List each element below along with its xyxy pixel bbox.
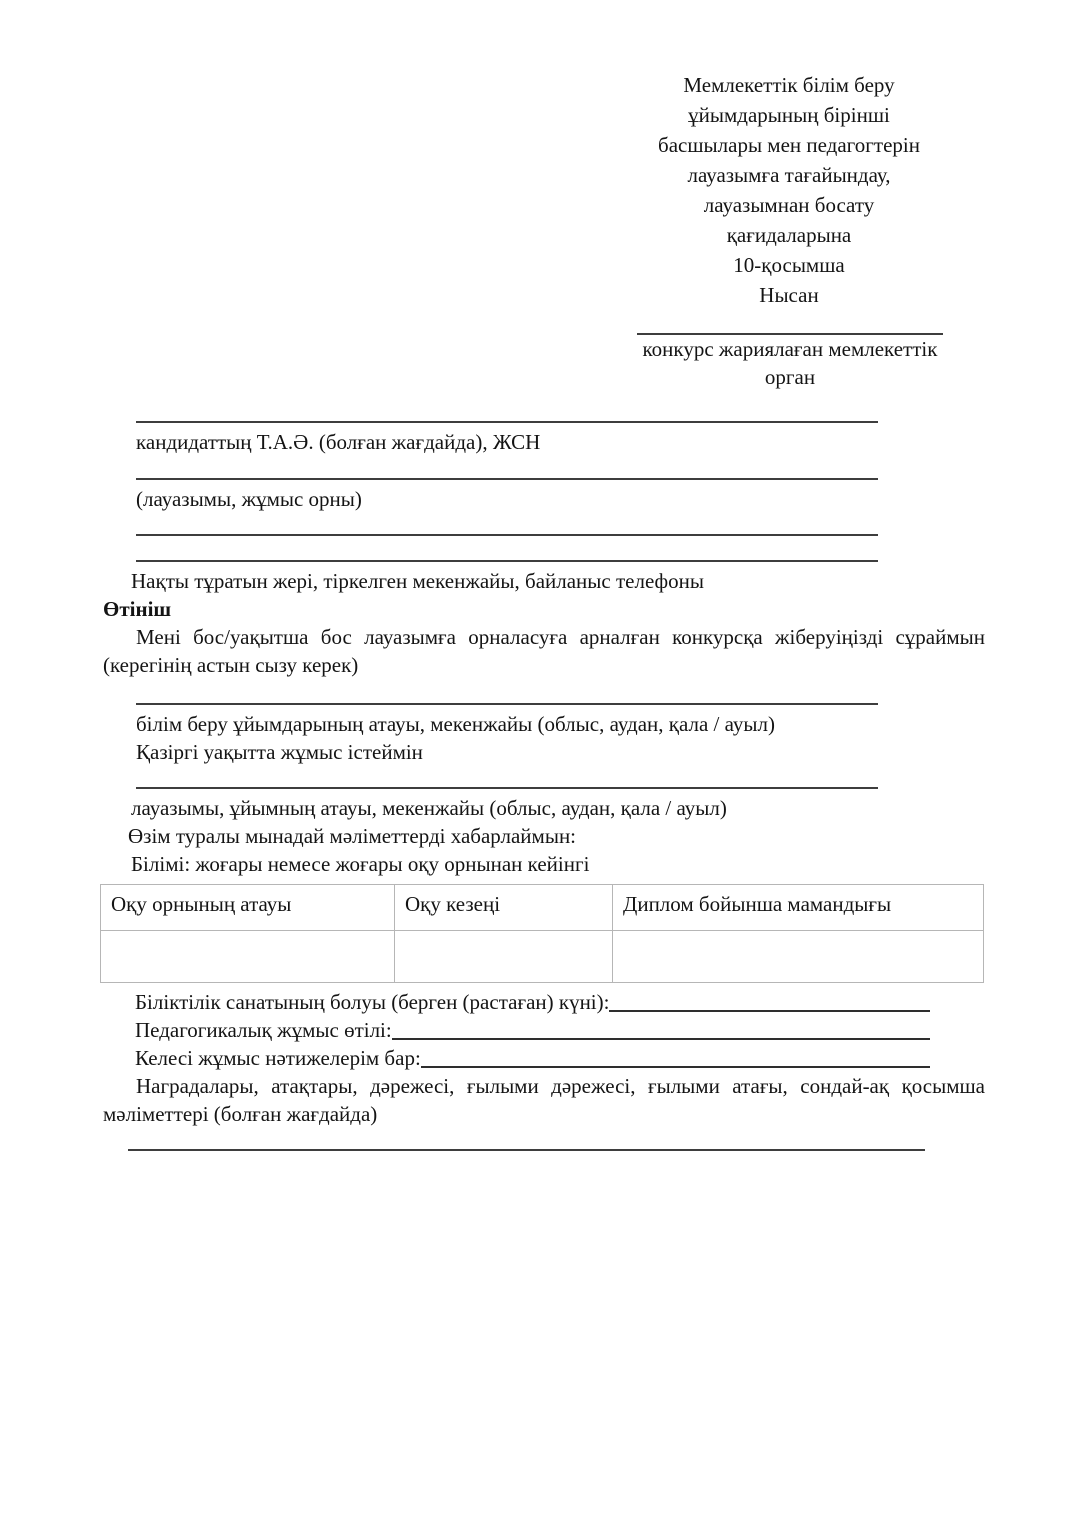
awards-blank-line	[128, 1149, 925, 1151]
appendix-line: ұйымдарының бірінші	[688, 103, 890, 127]
appendix-line: лауазымнан босату	[703, 193, 875, 217]
application-heading: Өтініш	[103, 597, 172, 621]
recipient-block	[637, 333, 943, 391]
table-cell	[101, 931, 395, 983]
recipient-caption-line1: конкурс жариялаған мемлекеттік	[642, 337, 938, 361]
qualification-blank-line	[609, 1010, 930, 1012]
request-text-line2: (керегінің астын сызу керек)	[103, 653, 359, 677]
appendix-line: қағидаларына	[726, 223, 852, 247]
current-work-line: Қазіргі уақытта жұмыс істеймін	[136, 740, 423, 764]
organization-blank-line	[136, 703, 878, 705]
candidate-blank-line	[136, 421, 878, 423]
position-blank-line	[136, 478, 878, 480]
qualification-row	[135, 988, 930, 1016]
education-table-empty-row	[101, 931, 984, 983]
appendix-line: 10-қосымша	[733, 253, 845, 277]
appendix-block	[633, 70, 945, 310]
experience-row	[135, 1016, 930, 1044]
table-header-study-period: Оқу кезеңі	[395, 885, 613, 931]
table-header-school-name: Оқу орнының атауы	[101, 885, 395, 931]
appendix-line: Нысан	[759, 283, 819, 307]
experience-label: Педагогикалық жұмыс өтілі:	[135, 1018, 392, 1042]
results-row	[135, 1044, 930, 1072]
qualification-label: Біліктілік санатының болуы (берген (растаған) күні):	[135, 990, 610, 1014]
education-table-header-row	[101, 885, 984, 931]
education-table	[100, 884, 984, 983]
organization-caption: білім беру ұйымдарының атауы, мекенжайы (облыс, аудан, қала / ауыл)	[136, 712, 775, 736]
residence-blank-line-2	[136, 560, 878, 562]
appendix-line: лауазымға тағайындау,	[687, 163, 891, 187]
work-caption: лауазымы, ұйымның атауы, мекенжайы (облыс, аудан, қала / ауыл)	[131, 796, 727, 820]
residence-caption: Нақты тұратын жері, тіркелген мекенжайы, байланыс телефоны	[131, 569, 704, 593]
candidate-caption: кандидаттың Т.А.Ә. (болған жағдайда), ЖСН	[136, 430, 541, 454]
results-blank-line	[421, 1066, 930, 1068]
appendix-line: басшылары мен педагогтерін	[658, 133, 920, 157]
awards-text-line1: Наградалары, атақтары, дәрежесі, ғылыми дәрежесі, ғылыми атағы, сондай-ақ қосымша	[136, 1074, 985, 1098]
residence-blank-line-1	[136, 534, 878, 536]
position-caption: (лауазымы, жұмыс орны)	[136, 487, 362, 511]
experience-blank-line	[392, 1038, 930, 1040]
recipient-caption-line2: орган	[764, 365, 816, 389]
about-me-line: Өзім туралы мынадай мәліметтерді хабарлаймын:	[128, 824, 577, 848]
awards-text-line2: мәліметтері (болған жағдайда)	[103, 1102, 378, 1126]
work-blank-line	[136, 787, 878, 789]
results-label: Келесі жұмыс нәтижелерім бар:	[135, 1046, 421, 1070]
table-cell	[613, 931, 984, 983]
table-header-diploma-specialty: Диплом бойынша мамандығы	[613, 885, 984, 931]
request-text-line1: Мені бос/уақытша бос лауазымға орналасуға арналған конкурсқа жіберуіңізді сұраймын	[136, 625, 985, 649]
table-cell	[395, 931, 613, 983]
education-line: Білімі: жоғары немесе жоғары оқу орнынан кейінгі	[131, 852, 590, 876]
appendix-line: Мемлекеттік білім беру	[683, 73, 895, 97]
